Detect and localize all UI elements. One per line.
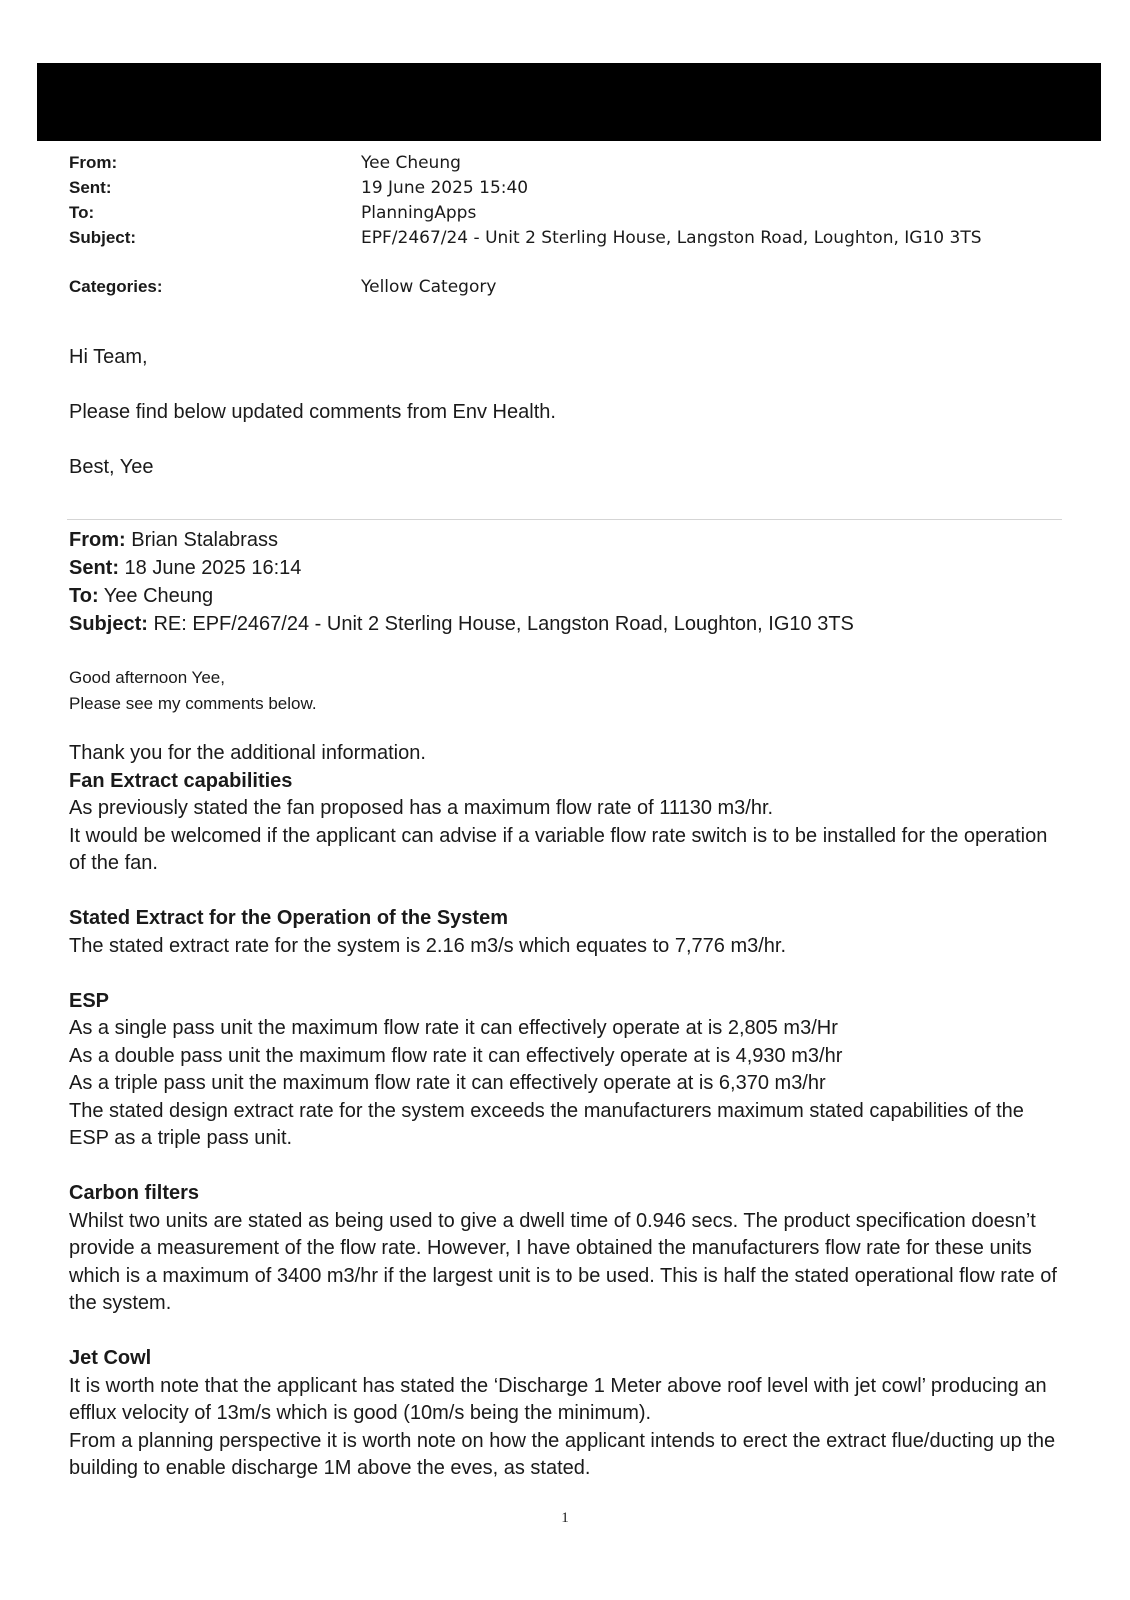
esp-line2: As a double pass unit the maximum flow rate it can effectively operate at is 4,930 m3/hr — [69, 1044, 843, 1067]
header-subject-row — [69, 225, 1069, 250]
comments-body — [69, 740, 1064, 1483]
fwd-from-row — [69, 526, 1069, 554]
esp-section — [69, 988, 1064, 1153]
categories-label: Categories: — [69, 276, 163, 296]
fwd-to-row — [69, 582, 1069, 610]
esp-heading: ESP — [69, 989, 110, 1012]
stated-line1: The stated extract rate for the system is 2.16 m3/s which equates to 7,776 m3/hr. — [69, 934, 787, 957]
from-label: From: — [69, 152, 118, 172]
intro-line: Thank you for the additional information. — [69, 742, 426, 764]
fan-line2: It would be welcomed if the applicant can advise if a variable flow rate switch is to be installed for the operation of the fan. — [69, 824, 1048, 874]
jet-line2: From a planning perspective it is worth note on how the applicant intends to erect the extract flue/ducting up the building to enable discharge 1M above the eves, as stated. — [69, 1429, 1056, 1479]
carbon-line1: Whilst two units are stated as being used to give a dwell time of 0.946 secs. The product specification doesn’t provide a measurement of the flow rate. However, I have obtained the manufacturers flow rate for these units which is a maximum of 3400 m3/hr if the largest unit is to be used. This is half the stated operational flow rate of the system. — [69, 1209, 1057, 1314]
stated-heading: Stated Extract for the Operation of the System — [69, 907, 508, 929]
to-value: PlanningApps — [361, 202, 477, 223]
fwd-sent-label: Sent: — [69, 557, 119, 579]
fwd-from-value: Brian Stalabrass — [125, 529, 278, 551]
categories-value: Yellow Category — [361, 276, 497, 297]
sent-label: Sent: — [69, 177, 112, 197]
fwd-greeting-line2: Please see my comments below. — [69, 694, 317, 713]
greeting: Hi Team, — [69, 346, 148, 368]
header-to-row — [69, 200, 1069, 225]
header-categories-row — [69, 274, 1069, 299]
fwd-subject-label: Subject: — [69, 613, 148, 635]
divider — [67, 519, 1062, 520]
esp-line1: As a single pass unit the maximum flow rate it can effectively operate at is 2,805 m3/Hr — [69, 1017, 838, 1039]
fwd-subject-value: RE: EPF/2467/24 - Unit 2 Sterling House, Langston Road, Loughton, IG10 3TS — [147, 613, 854, 635]
page-number: 1 — [561, 1510, 569, 1526]
carbon-heading: Carbon filters — [69, 1182, 200, 1204]
fwd-to-value: Yee Cheung — [98, 585, 214, 607]
jet-section — [69, 1345, 1064, 1483]
from-value: Yee Cheung — [361, 152, 461, 173]
esp-line4: The stated design extract rate for the system exceeds the manufacturers maximum stated capabilities of the ESP as a triple pass unit. — [69, 1099, 1024, 1149]
esp-line3: As a triple pass unit the maximum flow rate it can effectively operate at is 6,370 m3/hr — [69, 1072, 826, 1094]
email-header — [69, 150, 1069, 299]
to-label: To: — [69, 202, 95, 222]
message: Please find below updated comments from Env Health. — [69, 401, 556, 423]
carbon-section — [69, 1180, 1064, 1318]
stated-section — [69, 905, 1064, 960]
fwd-from-label: From: — [69, 529, 126, 551]
fan-line1: As previously stated the fan proposed has a maximum flow rate of 11130 m3/hr. — [69, 797, 774, 819]
fwd-greeting — [69, 665, 317, 717]
fwd-sent-value: 18 June 2025 16:14 — [119, 557, 302, 579]
signoff: Best, Yee — [69, 456, 154, 478]
fwd-subject-row — [69, 610, 1069, 638]
fwd-greeting-line1: Good afternoon Yee, — [69, 668, 225, 687]
fan-section — [69, 740, 1064, 878]
email-body — [69, 344, 1059, 509]
header-from-row — [69, 150, 1069, 175]
forwarded-header — [69, 526, 1069, 638]
header-sent-row — [69, 175, 1069, 200]
jet-heading: Jet Cowl — [69, 1347, 152, 1369]
fwd-to-label: To: — [69, 585, 99, 607]
sent-value: 19 June 2025 15:40 — [361, 177, 529, 198]
subject-value: EPF/2467/24 - Unit 2 Sterling House, Langston Road, Loughton, IG10 3TS — [361, 227, 982, 248]
fwd-sent-row — [69, 554, 1069, 582]
redacted-header-bar — [37, 63, 1101, 141]
fan-heading: Fan Extract capabilities — [69, 769, 293, 792]
jet-line1: It is worth note that the applicant has stated the ‘Discharge 1 Meter above roof level with jet cowl’ producing an efflux velocity of 13m/s which is good (10m/s being the minimum). — [69, 1374, 1047, 1424]
subject-label: Subject: — [69, 227, 137, 247]
